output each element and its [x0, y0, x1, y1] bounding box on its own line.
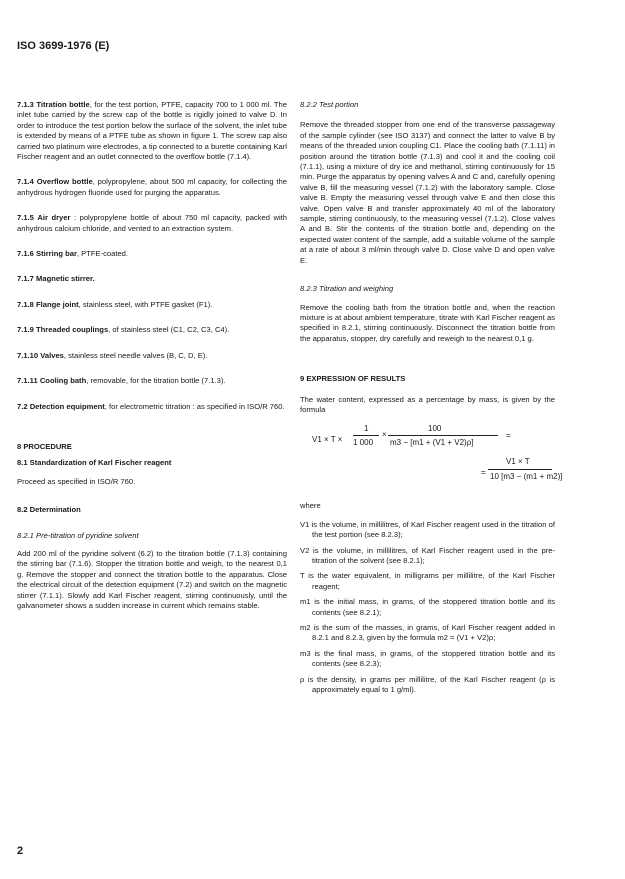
formula-num3: V1 × T: [506, 457, 530, 467]
right-column: [300, 100, 563, 695]
def-v1: V1 is the volume, in millilitres, of Karl Fischer reagent used in the titration of the test portion (see 8.2.3);: [300, 519, 555, 540]
clause-7-1-10: 7.1.10 Valves, stainless steel needle valves (B, C, D, E).: [17, 350, 208, 360]
section-8-2-heading: 8.2 Determination: [17, 505, 81, 515]
clause-7-1-5: 7.1.5 Air dryer : polypropylene bottle of about 750 ml capacity, packed with anhydrous calcium chloride, and vented to an extraction system.: [17, 213, 287, 233]
clause-7-1-8: 7.1.8 Flange joint, stainless steel, with PTFE gasket (F1).: [17, 299, 213, 309]
section-8-1-heading: 8.1 Standardization of Karl Fischer reagent: [17, 458, 172, 468]
clause-7-1-3: 7.1.3 Titration bottle, for the test portion, PTFE, capacity 700 to 1 000 ml. The inlet tube carried by the screw cap of the bottle is rigidly joined to valve D. In order to introduce the test portion below the surface of the solvent, the inlet tube is extended by means of a PTFE tube as shown in figure 1. The screw cap also carried two platinum wire electrodes, a tip connected to a burette containing Karl Fischer reagent and an outlet connected to the overflow bottle (7.1.4).: [17, 100, 287, 162]
def-m1: m1 is the initial mass, in grams, of the stoppered titration bottle and its contents (see 8.2.1);: [300, 597, 555, 617]
clause-7-1-7: 7.1.7 Magnetic stirrer.: [17, 274, 95, 284]
formula-den2: m3 − [m1 + (V1 + V2)ρ]: [390, 438, 474, 448]
formula-eq: =: [506, 431, 511, 441]
fraction-bar-3: [488, 469, 552, 470]
section-8-2-2-heading: 8.2.2 Test portion: [300, 100, 359, 109]
formula-num1: 1: [364, 424, 369, 434]
section-8-2-1-heading: 8.2.1 Pre-titration of pyridine solvent: [17, 530, 139, 540]
formula-num2: 100: [428, 424, 442, 434]
clause-7-2: 7.2 Detection equipment, for electrometric titration : as specified in ISO/R 760.: [17, 401, 285, 411]
formula-eq2: =: [481, 468, 486, 478]
clause-7-1-4: 7.1.4 Overflow bottle, polypropylene, about 500 ml capacity, for collecting the anhydrous hydrogen fluoride used for purging the apparatus.: [17, 177, 287, 197]
clause-7-1-11: 7.1.11 Cooling bath, removable, for the titration bottle (7.1.3).: [17, 376, 226, 386]
def-v2: V2 is the volume, in millilitres, of Karl Fischer reagent used in the pre-titration of the solvent (see 8.2.1);: [300, 545, 555, 565]
formula-lhs: V1 × T ×: [312, 435, 343, 445]
def-rho: ρ is the density, in grams per millilitre, of the Karl Fischer reagent (ρ is approximately equal to 1 g/ml).: [300, 674, 555, 695]
section-8-1-text: Proceed as specified in ISO/R 760.: [17, 476, 136, 486]
formula-den3: 10 [m3 − (m1 + m2)]: [490, 472, 563, 482]
section-9-heading: 9 EXPRESSION OF RESULTS: [300, 374, 406, 384]
formula-times: ×: [382, 430, 387, 440]
def-m3: m3 is the final mass, in grams, of the stoppered titration bottle and its contents (see 8.2.3);: [300, 648, 555, 669]
formula-den1: 1 000: [353, 438, 374, 448]
where-label: where: [300, 501, 321, 511]
section-8-2-1-text: Add 200 ml of the pyridine solvent (6.2) to the titration bottle (7.1.3) containing the stirring bar (7.1.6). Stopper the titration bottle and weigh, to the nearest 0,1 g. Remove the stopper and connect the titration bottle to the apparatus. Close the electrical circuit of the detection equipment (7.2) and switch on the magnetic stirrer (7.1.1). Slowly add Karl Fischer reagent, stirring continuously, until the galvanometer shows a sudden increase in current which remains stable.: [17, 548, 287, 610]
section-8-2-3-text: Remove the cooling bath from the titration bottle and, when the reaction mixture is at about ambient temperature, titrate with Karl Fischer reagent as specified in 8.2.1, stirring continuously. Disconnect the titration bottle from the apparatus, stopper, dry carefully and reweigh to the nearest 0,1 g.: [300, 302, 555, 343]
section-9-text: The water content, expressed as a percentage by mass, is given by the formula: [300, 394, 555, 414]
section-8-2-3-heading: 8.2.3 Titration and weighing: [300, 284, 394, 294]
fraction-bar-2: [388, 435, 498, 436]
water-content-formula: [300, 421, 563, 501]
section-8-heading: 8 PROCEDURE: [17, 441, 72, 451]
section-8-2-2-text: Remove the threaded stopper from one end of the transverse passageway of the sample cylinder (see ISO 3137) and connect the latter to valve B by means of the threaded union coupling C1. Place the cooling bath (7.1.11) in position around the titration bottle (7.1.3) and cool it and the cooling coil (7.1.1), using a mixture of dry ice and methanol, stirring continuously for 15 min. Purge the apparatus by opening valves A and C and, carefully opening valve B, fill the measuring vessel (7.1.2) with the laboratory sample. Close valve B. Empty the measuring vessel through valve E and then close this valve. Open valve B and transfer approximately 40 ml of the laboratory sample, stirring continuously, to the measuring vessel (7.1.2). Close valves A and B. Stir the contents of the titration bottle and, depending on the expected water content of the sample, add a suitable volume of the sample at a rate of about 3 ml/min through valve D. Close valve D and open valve E.: [300, 120, 555, 265]
page-header: ISO 3699-1976 (E): [17, 40, 110, 52]
def-m2: m2 is the sum of the masses, in grams, of Karl Fischer reagent added in 8.2.1 and 8.2.3, given by the formula m2 = (V1 + V2)ρ;: [300, 623, 555, 643]
left-column: [17, 100, 287, 611]
clause-7-1-6: 7.1.6 Stirring bar, PTFE-coated.: [17, 249, 129, 259]
def-t: T is the water equivalent, in milligrams per millilitre, of the Karl Fischer reagent;: [300, 571, 555, 591]
fraction-bar-1: [353, 435, 379, 436]
page-number: 2: [17, 845, 24, 857]
clause-7-1-9: 7.1.9 Threaded couplings, of stainless steel (C1, C2, C3, C4).: [17, 325, 230, 335]
